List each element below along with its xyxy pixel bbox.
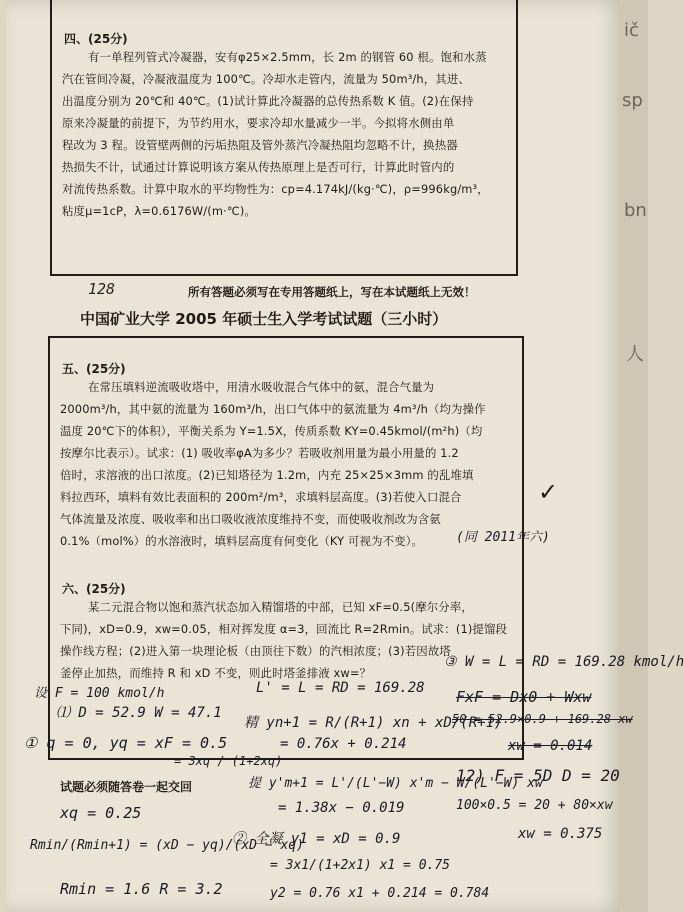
- text-line: 某二元混合物以饱和蒸汽状态加入精馏塔的中部，已知 xF=0.5(摩尔分率，: [88, 600, 473, 614]
- text-line: 对流传热系数。计算中取水的平均物性为：cp=4.174kJ/(kg·℃)，ρ=996kg/m³，: [62, 182, 489, 196]
- handwritten-line: ② 全凝 y1 = xD = 0.9: [232, 831, 401, 847]
- handwritten-line: ⑴ D = 52.9 W = 47.1: [56, 705, 222, 721]
- text-line: 原来冷凝量的前提下，为节约用水，要求冷却水量减少一半。今拟将水侧由单: [62, 116, 455, 130]
- handwritten-line: 12) F = 5D D = 20: [456, 766, 620, 785]
- text-line: 出温度分别为 20℃和 40℃。(1)试计算此冷凝器的总传热系数 K 值。(2)在保持: [62, 94, 474, 108]
- spine-mark: bn: [624, 200, 647, 221]
- text-line: 汽在管间冷凝，冷凝液温度为 100℃。冷却水走管内，流量为 50m³/h，其进、: [62, 72, 470, 86]
- text-line: 程改为 3 程。设管壁两侧的污垢热阻及管外蒸汽冷凝热阻均忽略不计，换热器: [62, 138, 458, 152]
- handwritten-line: 设 F = 100 kmol/h: [34, 686, 165, 701]
- text-line: 操作线方程；(2)进入第一块理论板（由顶往下数）的汽相浓度；(3)若因故塔: [60, 644, 451, 658]
- handwritten-note: (同 2011年六): [456, 530, 550, 545]
- handwritten-page-number: 128: [88, 280, 116, 298]
- text-line: 料拉西环，填料有效比表面积的 200m²/m³，求填料层高度。(3)若使入口混合: [60, 490, 462, 504]
- handwritten-line: ③ W = L = RD = 169.28 kmol/h: [444, 654, 684, 670]
- handwritten-line: xq = 0.25: [60, 804, 142, 822]
- handwritten-line: = 3x1/(1+2x1) x1 = 0.75: [270, 858, 451, 873]
- text-line: 2000m³/h，其中氨的流量为 160m³/h，出口气体中的氨流量为 4m³/h（均为操作: [60, 402, 486, 416]
- spine-mark: sp: [622, 90, 643, 111]
- text-line: 有一单程列管式冷凝器，安有φ25×2.5mm，长 2m 的钢管 60 根。饱和水蒸: [88, 50, 487, 64]
- question-5-heading: 五、(25分): [62, 362, 126, 376]
- text-line: 温度 20℃下的体积），平衡关系为 Y=1.5X，传质系数 KY=0.45kmol/(m²h)（均: [60, 424, 483, 438]
- question-5-text: [60, 376, 486, 552]
- spine-mark: 人: [626, 344, 644, 365]
- handwritten-line: xw = 0.014: [508, 738, 593, 754]
- handwritten-line: L' = L = RD = 169.28: [256, 680, 425, 696]
- return-notice: 试题必须随答卷一起交回: [60, 780, 193, 794]
- handwritten-line: Rmin = 1.6 R = 3.2: [60, 880, 223, 898]
- text-line: 在常压填料逆流吸收塔中，用清水吸收混合气体中的氨，混合气量为: [88, 380, 435, 394]
- spine-mark: ič: [624, 20, 639, 41]
- exam-title: 中国矿业大学 2005 年硕士生入学考试试题（三小时）: [80, 310, 448, 328]
- handwritten-line: y2 = 0.76 x1 + 0.214 = 0.784: [270, 886, 490, 901]
- handwritten-line: = 1.38x − 0.019: [278, 800, 405, 816]
- handwritten-line: Rmin/(Rmin+1) = (xD − yq)/(xD − xq): [30, 838, 304, 853]
- text-line: 0.1%（mol%）的水溶液时，填料层高度有何变化（KY 可视为不变）。: [60, 534, 424, 548]
- handwritten-line: xw = 0.375: [518, 826, 603, 842]
- question-6-text: [60, 596, 507, 684]
- handwritten-line: FxF = Dx0 + Wxw: [456, 688, 592, 706]
- text-line: 倍时，求溶液的出口浓度。(2)已知塔径为 1.2m，内充 25×25×3mm 的乱堆填: [60, 468, 474, 482]
- handwritten-line: 50 = 52.9×0.9 + 169.28 xw: [452, 712, 633, 726]
- question-6-heading: 六、(25分): [62, 582, 126, 596]
- handwritten-line: 提 y'm+1 = L'/(L'−W) x'm − W/(L'−W) xw: [248, 776, 543, 791]
- text-line: 粘度μ=1cP，λ=0.6176W/(m·℃)。: [62, 204, 256, 218]
- text-line: 按摩尔比表示）。试求：(1) 吸收率φA为多少？若吸收剂用量为最小用量的 1.2: [60, 446, 459, 460]
- handwritten-line: = 0.76x + 0.214: [280, 736, 407, 752]
- text-line: 气体流量及浓度、吸收率和出口吸收液浓度维持不变，而使吸收剂改为含氨: [60, 512, 441, 526]
- text-line: 下同)，xD=0.9，xw=0.05，相对挥发度 α=3，回流比 R=2Rmin。试求：(1)提馏段: [60, 622, 508, 636]
- check-mark-icon: ✓: [538, 478, 559, 506]
- question-4-text: [62, 46, 489, 222]
- text-line: 釜停止加热，而维持 R 和 xD 不变，则此时塔釜排液 xw=？: [60, 666, 372, 680]
- handwritten-line: 100×0.5 = 20 + 80×xw: [456, 798, 613, 813]
- handwritten-line: 精 yn+1 = R/(R+1) xn + xD/(R+1): [244, 715, 503, 731]
- handwritten-line: ① q = 0, yq = xF = 0.5: [24, 734, 228, 752]
- adjacent-page-edge: [620, 0, 648, 912]
- question-4-heading: 四、(25分): [64, 32, 128, 46]
- footer-notice: 所有答题必须写在专用答题纸上，写在本试题纸上无效！: [188, 285, 476, 299]
- handwritten-line: = 3xq / (1+2xq): [174, 754, 283, 768]
- text-line: 热损失不计，试通过计算说明该方案从传热原理上是否可行，计算此时管内的: [62, 160, 455, 174]
